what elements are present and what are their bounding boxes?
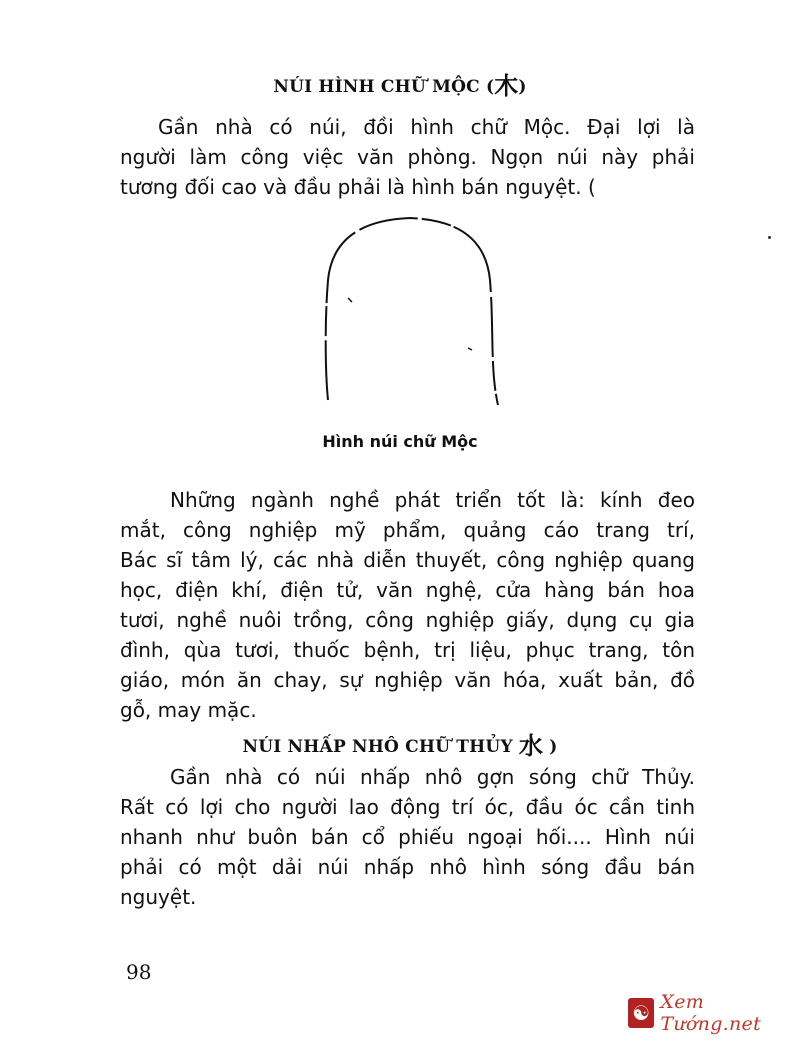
watermark-text: Xem Tướng.net bbox=[660, 991, 762, 1035]
paragraph-line: mắt, công nghiệp mỹ phẩm, quảng cáo trang trí, bbox=[120, 518, 695, 542]
stray-mark bbox=[768, 236, 771, 239]
figure-caption: Hình núi chữ Mộc bbox=[322, 432, 478, 451]
paragraph-line: nhanh như buôn bán cổ phiếu ngoại hối.... Hình núi bbox=[120, 825, 695, 849]
paragraph-line: gỗ, may mặc. bbox=[120, 698, 257, 722]
paragraph-line: học, điện khí, điện tử, văn nghệ, cửa hàng bán hoa bbox=[120, 578, 695, 602]
page-number: 98 bbox=[126, 960, 152, 984]
paragraph-line: Gần nhà có núi, đồi hình chữ Mộc. Đại lợi là bbox=[158, 115, 695, 139]
section-heading-moc bbox=[0, 66, 800, 101]
heading-close-paren: ) bbox=[518, 77, 527, 97]
section-heading-thuy bbox=[0, 726, 800, 761]
paragraph-moc-description bbox=[120, 112, 695, 202]
paragraph-line: phải có một dải núi nhấp nhô hình sóng đầu bán bbox=[120, 855, 695, 879]
paragraph-line: người làm công việc văn phòng. Ngọn núi này phải bbox=[120, 145, 695, 169]
paragraph-line: nguyệt. bbox=[120, 885, 197, 909]
site-watermark bbox=[628, 993, 793, 1033]
paragraph-line: tương đối cao và đầu phải là hình bán nguyệt. ( bbox=[120, 175, 596, 199]
paragraph-professions bbox=[120, 485, 695, 725]
heading-close-paren: ) bbox=[549, 737, 558, 757]
yin-yang-icon: ☯ bbox=[628, 998, 654, 1028]
paragraph-line: tươi, nghề nuôi trồng, công nghiệp giấy, dụng cụ gia bbox=[120, 608, 695, 632]
paragraph-line: Rất có lợi cho người lao động trí óc, đầu óc cần tinh bbox=[120, 795, 695, 819]
figure-tick-mark bbox=[468, 348, 472, 350]
paragraph-line: Gần nhà có núi nhấp nhô gợn sóng chữ Thủy. bbox=[170, 765, 695, 789]
paragraph-line: Bác sĩ tâm lý, các nhà diễn thuyết, công nghiệp quang bbox=[120, 548, 695, 572]
heading-text: NÚI HÌNH CHỮ MỘC ( bbox=[273, 77, 495, 97]
heading-text: NÚI NHẤP NHÔ CHỮ THỦY bbox=[242, 737, 513, 757]
paragraph-line: Những ngành nghề phát triển tốt là: kính đeo bbox=[170, 488, 695, 512]
paragraph-line: giáo, món ăn chay, sự nghiệp văn hóa, xuất bản, đồ bbox=[120, 668, 695, 692]
mountain-outline-path bbox=[326, 218, 498, 405]
paragraph-line: đình, qùa tươi, thuốc bệnh, trị liệu, phục trang, tôn bbox=[120, 638, 695, 662]
figure-tick-mark bbox=[348, 298, 352, 302]
mountain-shape-figure bbox=[300, 210, 520, 420]
moc-character-glyph: 木 bbox=[494, 72, 519, 100]
paragraph-thuy-description bbox=[120, 762, 695, 912]
thuy-character-glyph: 水 bbox=[518, 732, 544, 760]
